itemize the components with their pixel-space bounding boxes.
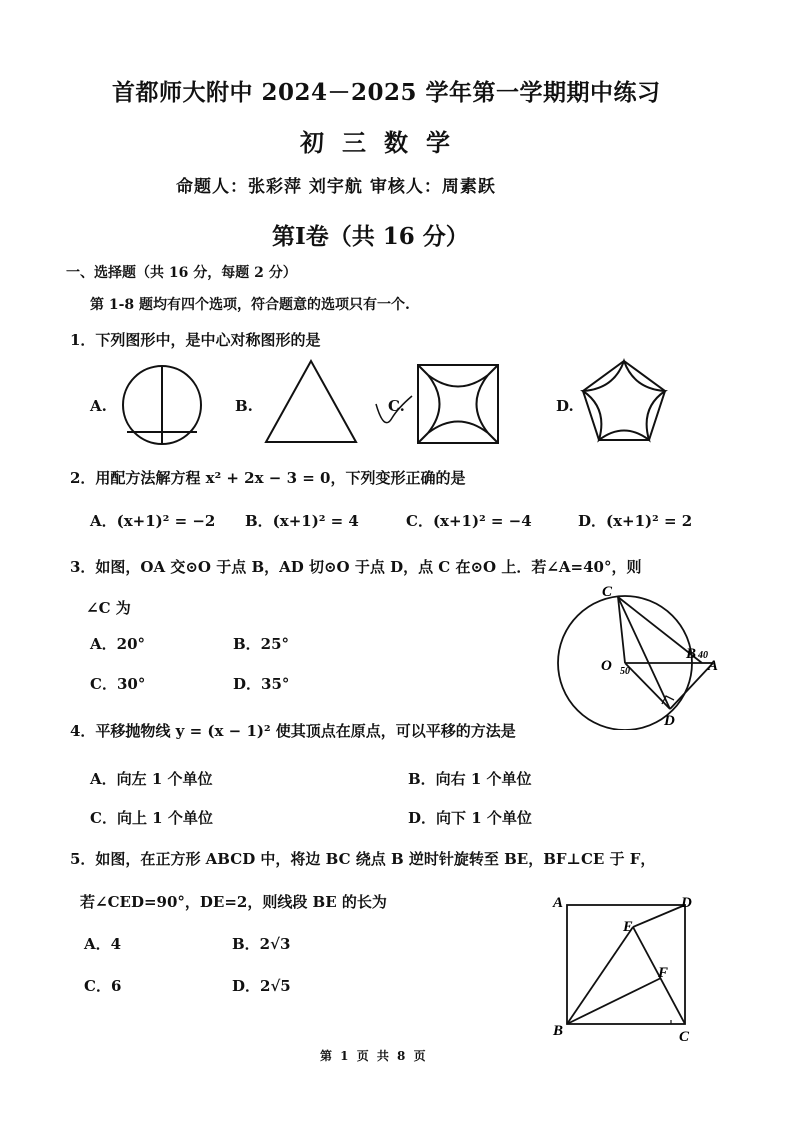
page-footer: 第 1 页 共 8 页 <box>320 1049 428 1063</box>
q1-option-a-label: A. <box>90 397 107 415</box>
q4-stem: 4．平移抛物线 y = (x − 1)² 使其顶点在原点，可以平移的方法是 <box>70 722 516 740</box>
q1-option-b-label: B. <box>235 397 253 415</box>
q3-option-d: D．35° <box>233 675 290 693</box>
section-instruction: 第 1-8 题均有四个选项，符合题意的选项只有一个. <box>90 297 410 313</box>
q2-option-d: D．(x+1)² = 2 <box>578 512 693 530</box>
q5-label-f: F <box>658 965 669 981</box>
q4-option-b: B．向右 1 个单位 <box>408 770 532 788</box>
q4-option-a: A．向左 1 个单位 <box>90 770 213 788</box>
q1-figure-b-triangle <box>266 361 356 442</box>
q3-stem-cont: ∠C 为 <box>86 599 131 617</box>
q5-label-a: A <box>553 895 564 911</box>
q3-label-a: A <box>708 658 719 674</box>
q4-option-d: D．向下 1 个单位 <box>408 809 532 827</box>
exam-title: 首都师大附中 2024－2025 学年第一学期期中练习 <box>112 79 661 106</box>
q5-option-a: A．4 <box>84 935 122 953</box>
q3-option-a: A．20° <box>90 635 146 653</box>
q5-label-c: C <box>679 1029 690 1045</box>
q2-stem: 2．用配方法解方程 x² + 2x − 3 = 0，下列变形正确的是 <box>70 469 466 487</box>
q5-option-c: C．6 <box>84 977 122 995</box>
q1-figure-d-pentagon <box>583 361 665 440</box>
section-heading: 一、选择题（共 16 分，每题 2 分） <box>66 265 297 281</box>
q5-label-e: E <box>623 919 634 935</box>
q1-figure-a-circle <box>123 366 201 444</box>
q5-option-b: B．2√3 <box>232 935 291 953</box>
q3-option-c: C．30° <box>90 675 146 693</box>
q2-option-b: B．(x+1)² = 4 <box>245 512 359 530</box>
q3-figure <box>540 580 740 730</box>
q5-option-d: D．2√5 <box>232 977 291 995</box>
q1-figure-c-square <box>376 365 498 443</box>
q3-note-50: 50 <box>620 666 630 677</box>
volume-heading: 第Ⅰ卷（共 16 分） <box>272 223 469 250</box>
q5-stem: 5．如图，在正方形 ABCD 中，将边 BC 绕点 B 逆时针旋转至 BE，BF⊥CE 于 F， <box>70 850 656 868</box>
q5-stem-cont: 若∠CED=90°，DE=2，则线段 BE 的长为 <box>80 893 387 911</box>
q3-label-b: B <box>686 646 697 662</box>
q3-option-b: B．25° <box>233 635 290 653</box>
q1-option-d-label: D. <box>556 397 574 415</box>
q5-figure <box>545 885 715 1050</box>
q1-figures <box>0 0 794 460</box>
q3-label-c: C <box>602 584 613 600</box>
q1-option-c-label: C. <box>388 397 405 415</box>
q3-note-40: 40 <box>698 650 708 661</box>
q5-label-b: B <box>553 1023 564 1039</box>
q3-label-o: O <box>601 658 612 674</box>
q1-stem: 1．下列图形中，是中心对称图形的是 <box>70 331 321 349</box>
q3-label-d: D <box>664 713 675 729</box>
q5-label-d: D <box>681 895 692 911</box>
q2-option-c: C．(x+1)² = −4 <box>406 512 532 530</box>
q2-option-a: A．(x+1)² = −2 <box>90 512 216 530</box>
exam-authors: 命题人：张彩萍 刘宇航 审核人：周素跃 <box>176 177 496 197</box>
exam-subject: 初三数学 <box>300 128 468 157</box>
q3-stem: 3．如图，OA 交⊙O 于点 B，AD 切⊙O 于点 D，点 C 在⊙O 上．若∠A=40°，则 <box>70 558 642 576</box>
q4-option-c: C．向上 1 个单位 <box>90 809 213 827</box>
